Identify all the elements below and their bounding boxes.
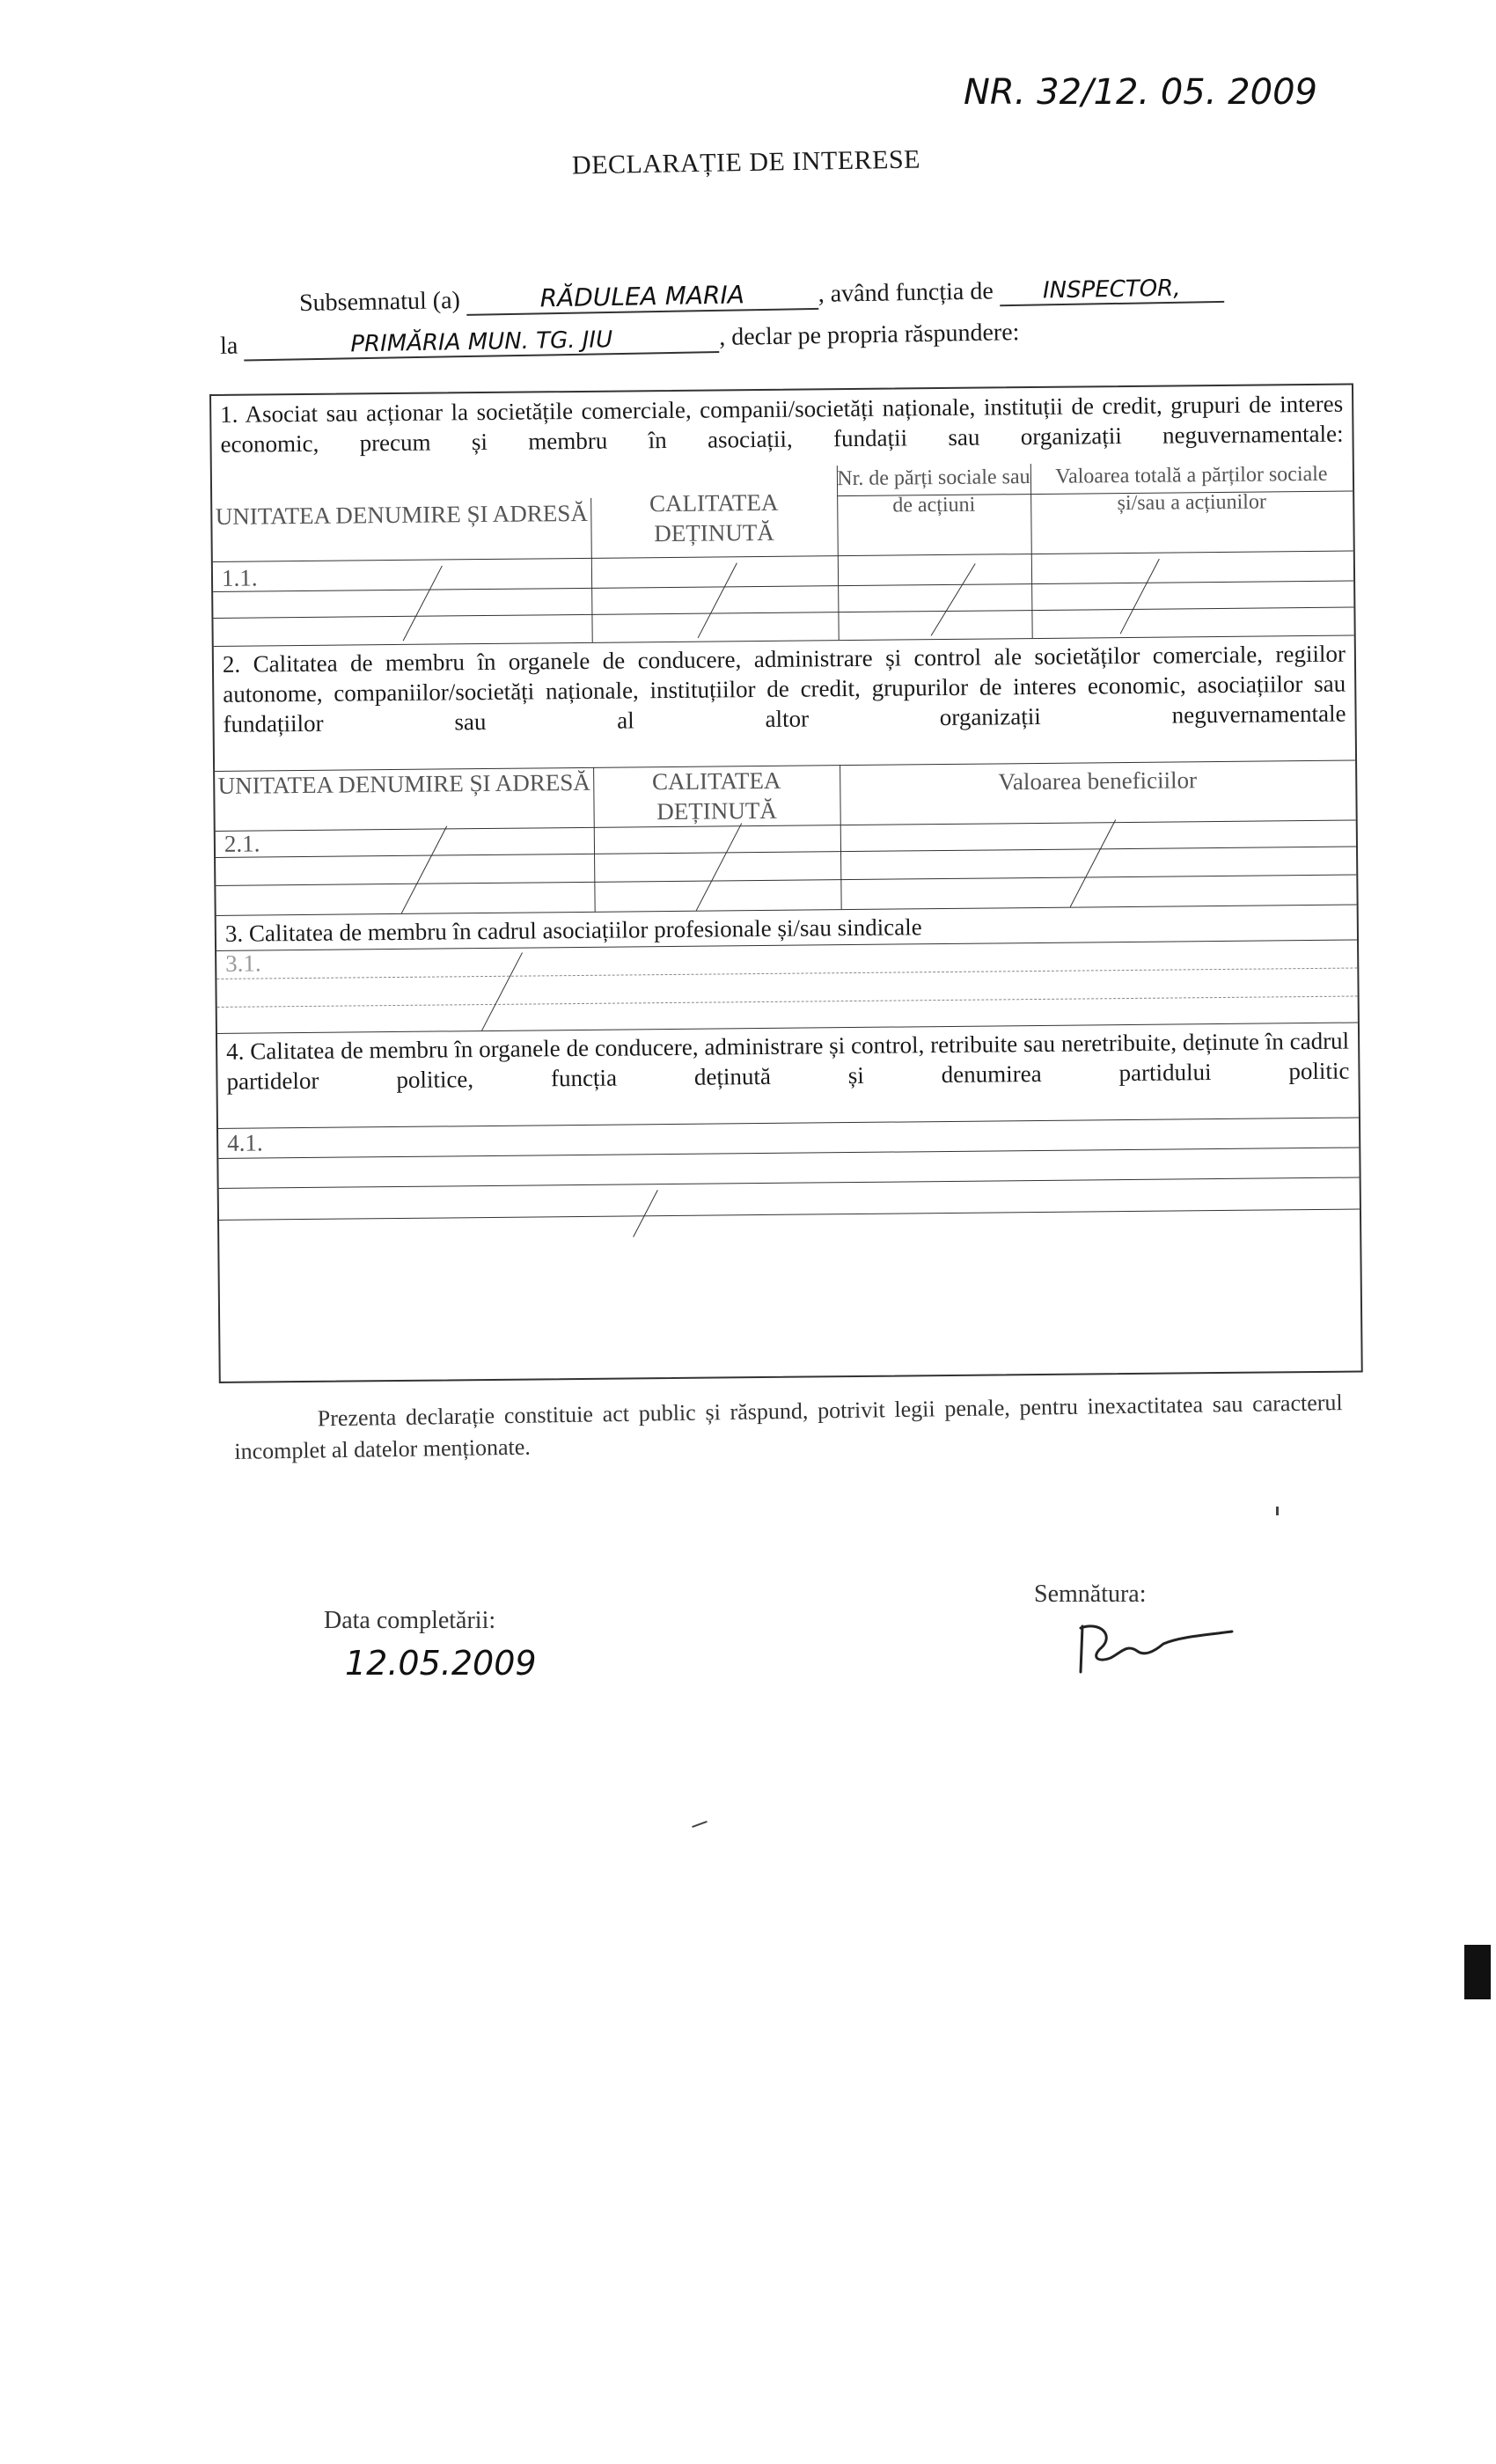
section-2-text: 2. Calitatea de membru în organele de conducere, administrare și control ale societăților comerciale, regiilor autonome, companiilor/societăți naționale, instituțiilor de credit, grupurilor de interes economic, asociațiilor sau fundațiilor sau al altor organizații neguvernamentale <box>222 640 1346 737</box>
s1-col-calitatea: CALITATEA DEȚINUTĂ <box>649 488 779 547</box>
s1-col-valoarea: Valoarea totală a părților sociale și/sau a acțiunilor <box>1055 462 1328 516</box>
la-label: la <box>219 332 238 360</box>
s1-col-nr-parti: Nr. de părți sociale sau de acțiuni <box>837 466 1030 517</box>
s2-row-label: 2.1. <box>224 830 260 857</box>
declar-label: , declar pe propria răspundere: <box>718 319 1020 352</box>
scan-speck <box>1276 1507 1279 1515</box>
s3-row-label: 3.1. <box>225 950 261 977</box>
date-label: Data completării: <box>324 1607 496 1634</box>
functia-label: , având funcția de <box>818 277 994 308</box>
section-4-text: 4. Calitatea de membru în organele de conducere, administrare și control, retribuite sau neretribuite, deținute în cadrul partidelor politice, funcția deținută și denumirea partidului politic <box>226 1027 1350 1095</box>
handwritten-signature <box>1065 1617 1241 1679</box>
s2-col-valoarea: Valoarea beneficiilor <box>998 766 1198 796</box>
declarant-institution: PRIMĂRIA MUN. TG. JIU <box>244 325 719 361</box>
section-1-text: 1. Asociat sau acționar la societățile comerciale, companii/societăți naționale, instituții de credit, grupuri de interes economic, precum și membru în asociații, fundații sau organizații neguvernamentale: <box>220 390 1344 458</box>
declarant-name: RĂDULEA MARIA <box>466 279 818 316</box>
s2-col-unitatea: UNITATEA DENUMIRE ȘI ADRESĂ <box>217 768 590 799</box>
section-3-text: 3. Calitatea de membru în cadrul asociațiilor profesionale și/sau sindicale <box>224 913 922 947</box>
s4-row-label: 4.1. <box>227 1129 263 1156</box>
subsemnatul-label: Subsemnatul (a) <box>298 286 461 318</box>
s1-row-label: 1.1. <box>221 564 258 591</box>
declarant-function: INSPECTOR, <box>999 275 1224 306</box>
identity-line-1 <box>299 272 1224 319</box>
declaration-table <box>209 384 1363 1383</box>
date-value: 12.05.2009 <box>345 1644 537 1683</box>
public-act-statement: Prezenta declarație constituie act public și răspund, potrivit legii penale, pentru inexactitatea sau caracterul incomplet al datelor menționate. <box>234 1390 1343 1464</box>
signature-label: Semnătura: <box>1034 1580 1147 1608</box>
identity-line-2 <box>220 319 1020 362</box>
registration-number: NR. 32/12. 05. 2009 <box>964 72 1317 113</box>
scan-artifact <box>1464 1945 1491 1999</box>
s1-col-unitatea: UNITATEA DENUMIRE ȘI ADRESĂ <box>215 499 589 530</box>
document-title: DECLARAȚIE DE INTERESE <box>571 144 921 180</box>
scan-speck <box>692 1821 708 1828</box>
s2-col-calitatea: CALITATEA DEȚINUTĂ <box>651 766 781 825</box>
